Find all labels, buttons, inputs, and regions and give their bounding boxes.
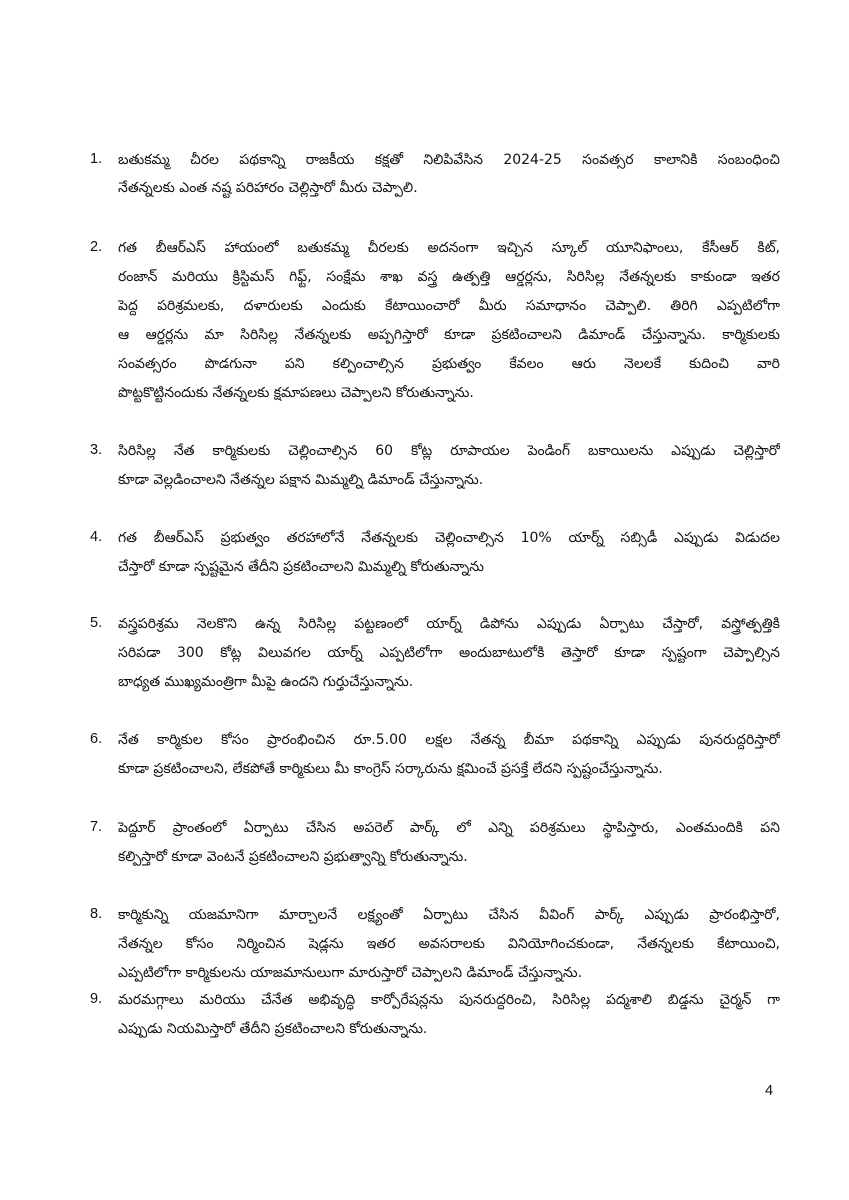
item-text-line: బతుకమ్మ చీరల పథకాన్ని రాజకీయ కక్షతో నిలిపివేసిన 2024-25 సంవత్సర కాలానికి సంబంధించి xyxy=(118,152,780,168)
item-number: 9. xyxy=(90,991,103,1007)
item-text-line: సరిపడా 300 కోట్ల విలువగల యార్న్ ఎప్పటిలోగా అందుబాటులోకి తెస్తారో కూడా స్పష్టంగా చెప్పాల్సిన xyxy=(118,645,780,661)
item-text-line: రంజాన్ మరియు క్రిస్టిమస్ గిఫ్ట్, సంక్షేమ శాఖ వస్త్ర ఉత్పత్తి ఆర్డర్లను, సిరిసిల్ల నేతన్నలకు కాకుండా ఇతర xyxy=(118,269,780,285)
item-number: 2. xyxy=(90,239,103,255)
item-number: 4. xyxy=(90,529,103,545)
item-number: 8. xyxy=(90,906,103,922)
item-text-line: కూడా వెల్లడించాలని నేతన్నల పక్షాన మిమ్మల్ని డిమాండ్ చేస్తున్నాను. xyxy=(118,472,484,488)
item-text-line: గత బీఆర్ఎస్ హాయంలో బతుకమ్మ చీరలకు అదనంగా ఇచ్చిన స్కూల్ యూనిఫాంలు, కేసీఆర్ కిట్, xyxy=(118,240,780,256)
item-text-line: నేత కార్మికుల కోసం ప్రారంభించిన రూ.5.00 లక్షల నేతన్న బీమా పథకాన్ని ఎప్పుడు పునరుద్దరిస్తారో xyxy=(118,732,780,748)
item-text-line: గత బీఆర్ఎస్ ప్రభుత్వం తరహాలోనే నేతన్నలకు చెల్లించాల్సిన 10% యార్న్ సబ్సిడీ ఎప్పుడు విడుదల xyxy=(118,530,780,546)
item-text-line: ఎప్పుడు నియమిస్తారో తేదీని ప్రకటించాలని కోరుతున్నాను. xyxy=(118,1021,428,1037)
item-number: 6. xyxy=(90,731,103,747)
item-text-line: ఎప్పటిలోగా కార్మికులను యాజమానులుగా మారుస్తారో చెప్పాలని డిమాండ్ చేస్తున్నాను. xyxy=(118,965,583,981)
item-text-line: చేస్తారో కూడా స్పష్టమైన తేదీని ప్రకటించాలని మిమ్మల్ని కోరుతున్నాను xyxy=(118,559,484,575)
item-text-line: కూడా ప్రకటించాలని, లేకపోతే కార్మికులు మీ కాంగ్రెస్ సర్కారును క్షమించే ప్రసక్తే లేదని స్పష్టంచేస్తున్నాను. xyxy=(118,761,663,777)
item-text-line: నేతన్నల కోసం నిర్మించిన షెడ్లను ఇతర అవసరాలకు వినియోగించకుండా, నేతన్నలకు కేటాయించి, xyxy=(118,936,780,952)
item-text-line: పొట్టకొట్టినందుకు నేతన్నలకు క్షమాపణలు చెప్పాలని కోరుతున్నాను. xyxy=(118,385,474,401)
item-text-line: ఆ ఆర్డర్లను మా సిరిసిల్ల నేతన్నలకు అప్పగిస్తారో కూడా ప్రకటించాలని డిమాండ్ చేస్తున్నాను. కార్మికులకు xyxy=(118,327,780,343)
item-number: 5. xyxy=(90,615,103,631)
item-text-line: కార్మికున్ని యజమానిగా మార్చాలనే లక్ష్యంతో ఏర్పాటు చేసిన వీవింగ్ పార్క్ ఎప్పుడు ప్రారంభిస్తారో, xyxy=(118,907,780,923)
item-number: 7. xyxy=(90,819,103,835)
page-number: 4 xyxy=(765,1083,774,1099)
item-text-line: సంవత్సరం పొడగునా పని కల్పించాల్సిన ప్రభుత్వం కేవలం ఆరు నెలలకే కుదించి వారి xyxy=(118,356,780,372)
item-text-line: పెద్ద పరిశ్రమలకు, దళారులకు ఎందుకు కేటాయించారో మీరు సమాధానం చెప్పాలి. తిరిగి ఎప్పటిలోగా xyxy=(118,298,780,314)
item-text-line: నేతన్నలకు ఎంత నష్ట పరిహారం చెల్లిస్తారో మీరు చెప్పాలి. xyxy=(118,180,418,196)
item-number: 1. xyxy=(90,151,103,167)
item-text-line: బాధ్యత ముఖ్యమంత్రిగా మీపై ఉందని గుర్తుచేస్తున్నాను. xyxy=(118,674,414,690)
item-text-line: మరమగ్గాలు మరియు చేనేత అభివృద్ధి కార్పోరేషన్లను పునరుద్దరించి, సిరిసిల్ల పద్మశాలి బిడ్డను చైర్మన్ గా xyxy=(118,992,780,1008)
item-number: 3. xyxy=(90,442,103,458)
item-text-line: వస్త్రపరిశ్రమ నెలకొని ఉన్న సిరిసిల్ల పట్టణంలో యార్న్ డిపోను ఎప్పుడు ఏర్పాటు చేస్తారో, వస్త్రోత్పత్తికి xyxy=(118,616,780,632)
item-text-line: సిరిసిల్ల నేత కార్మికులకు చెల్లించాల్సిన 60 కోట్ల రూపాయల పెండింగ్ బకాయిలను ఎప్పుడు చెల్లిస్తారో xyxy=(118,443,780,459)
item-text-line: కల్పిస్తారో కూడా వెంటనే ప్రకటించాలని ప్రభుత్వాన్ని కోరుతున్నాను. xyxy=(118,849,468,865)
item-text-line: పెద్దూర్ ప్రాంతంలో ఏర్పాటు చేసిన అపరెల్ పార్క్ లో ఎన్ని పరిశ్రమలు స్థాపిస్తారు, ఎంతమందికి పని xyxy=(118,820,780,836)
